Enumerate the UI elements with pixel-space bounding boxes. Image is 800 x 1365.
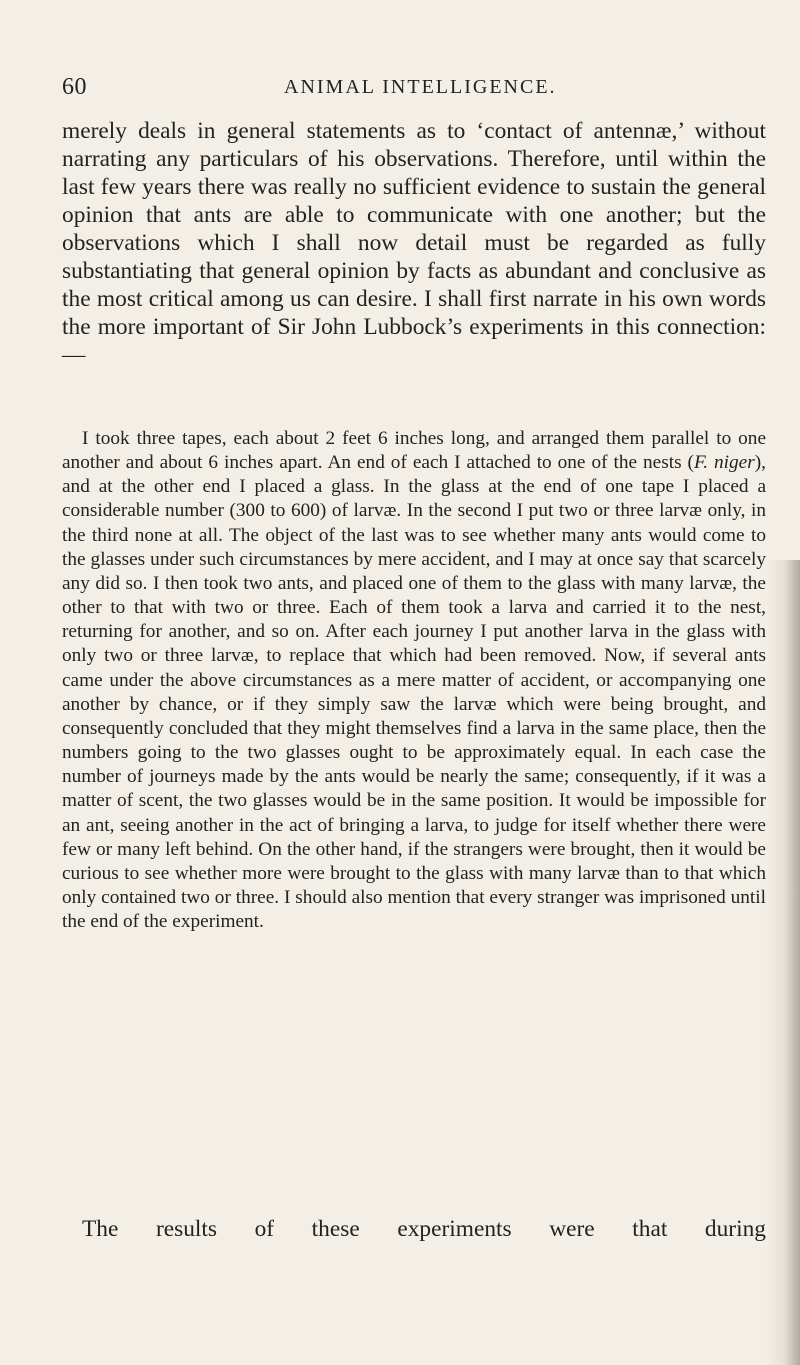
species-name: F. niger — [693, 452, 755, 474]
page-number: 60 — [62, 74, 87, 100]
quote-text-end: ), and at the other end I placed a glass. In the glass at the end of one tape I placed a considerable number (300 to 600) of larvæ. In the second I put two or three larvæ only, in the third none at all. The object of the last was to see whether many ants would come to the glasses under such circumstances by mere accident, and I may at once say that scarcely any did so. I then took two ants, and placed one of them to the glass with many larvæ, the other to that with two or three. Each of them took a larva and carried it to the nest, returning for another, and so on. After each journey I put another larva in the glass with only two or three larvæ, to replace that which had been removed. Now, if several ants came under the above circumstances as a mere matter of accident, or accompanying one another by chance, or if they simply saw the larvæ which were being brought, and consequently concluded that they might themselves find a larva in the same place, then the numbers going to the two glasses ought to be approximately equal. In each case the number of journeys made by the ants would be nearly the same; consequently, if it was a matter of scent, the two glasses would be in the same position. It would be impossible for an ant, seeing another in the act of bringing a larva, to judge for itself whether there were few or many left behind. On the other hand, if the strangers were brought, then it would be curious to see whether more were brought to the glass with many larvæ than to that which only contained two or three. I should also mention that every stranger was imprisoned until the end of the experiment. — [62, 452, 766, 933]
quote-paragraph — [62, 427, 766, 934]
body-paragraph — [62, 117, 766, 369]
page-edge-shadow — [766, 560, 800, 1365]
block-quote — [62, 427, 766, 934]
paragraph-text: merely deals in general statements as to ‘contact of antennæ,’ without narrating any particulars of his observations. Therefore, until within the last few years there was really no sufficient evidence to sustain the general opinion that ants are able to communicate with one another; but the observations which I shall now detail must be regarded as fully substantiating that general opinion by facts as abundant and conclusive as the most critical among us can desire. I shall first narrate in his own words the more important of Sir John Lubbock’s experiments in this connection:— — [62, 118, 766, 368]
closing-text: The results of these experiments were that during — [82, 1216, 766, 1242]
closing-paragraph — [62, 1215, 766, 1243]
quote-text-start: I took three tapes, each about 2 feet 6 inches long, and arranged them parallel to one another and about 6 inches apart. An end of each I attached to one of the nests ( — [62, 428, 766, 474]
page-header — [62, 74, 766, 104]
running-head: ANIMAL INTELLIGENCE. — [284, 76, 557, 98]
